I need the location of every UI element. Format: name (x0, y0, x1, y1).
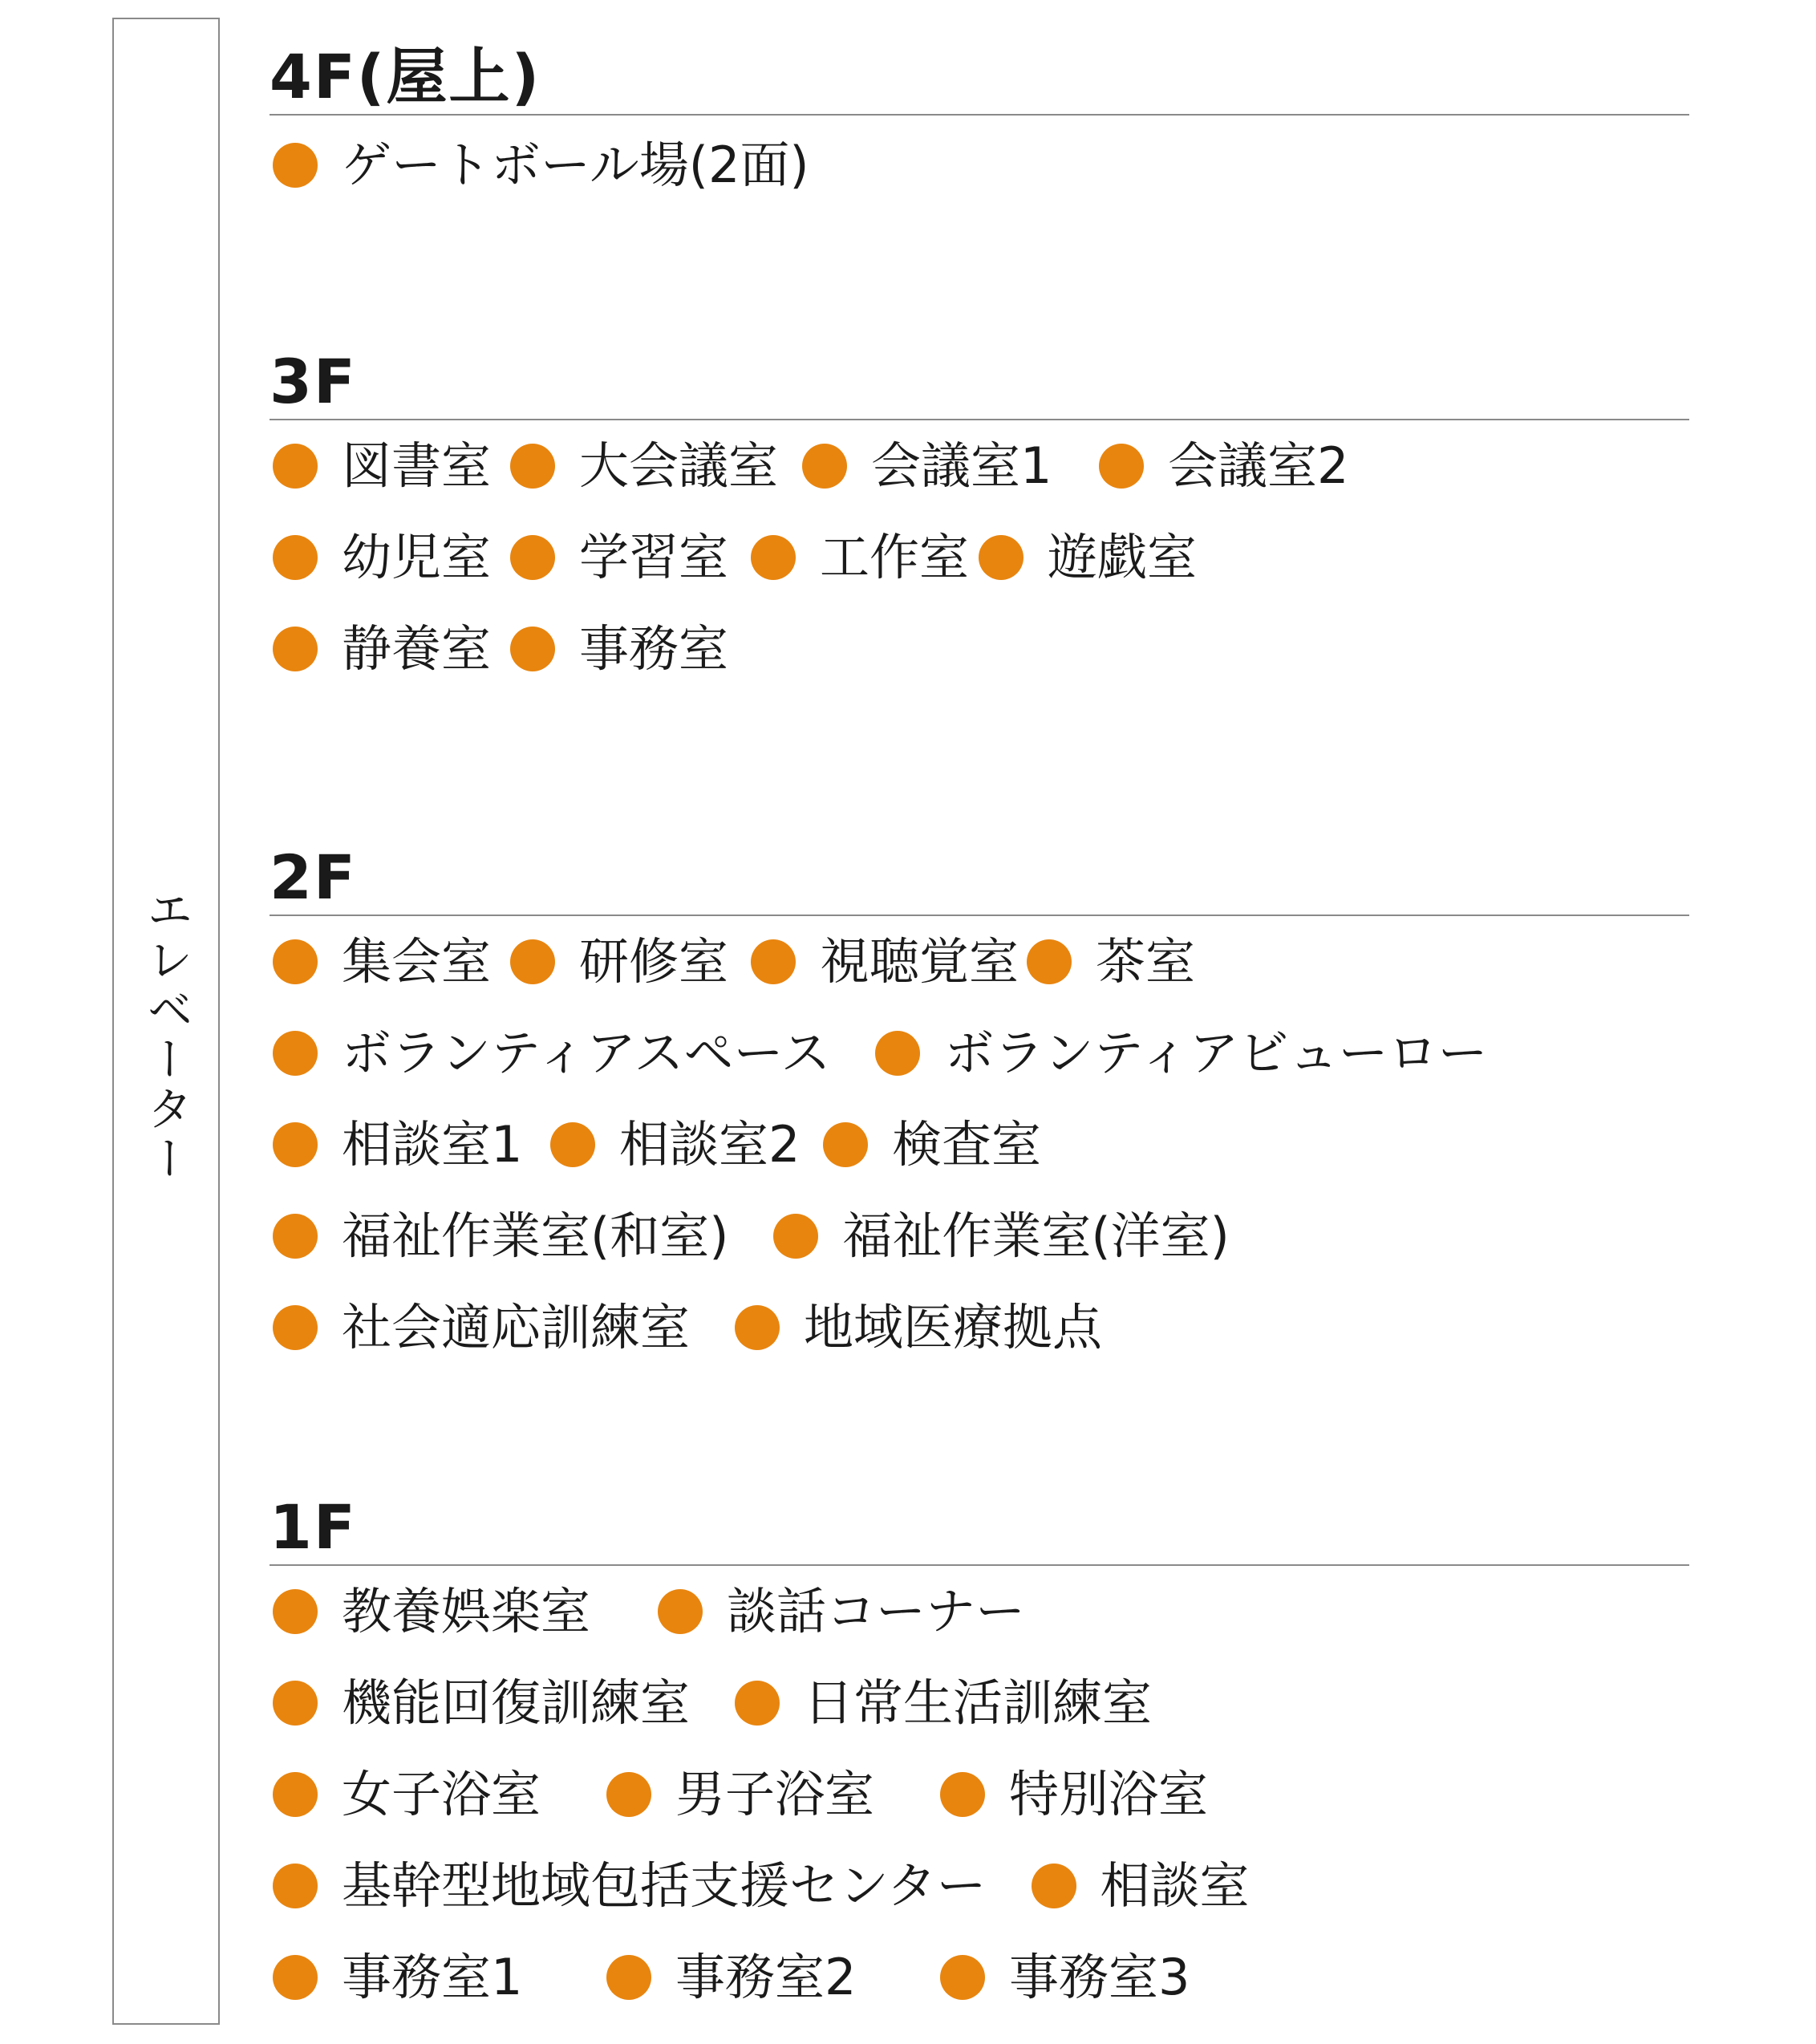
room-name: 事務室3 (1009, 1948, 1190, 2006)
bullet-dot-icon (273, 1772, 318, 1817)
floor-title: 4F(屋上) (270, 35, 1689, 116)
room-item (273, 1115, 550, 1174)
room-item (273, 1673, 691, 1732)
floor-2f (270, 836, 1689, 1373)
elevator-label: エレベーター (139, 886, 193, 1184)
room-name: 教養娯楽室 (342, 1582, 591, 1640)
bullet-dot-icon (550, 1122, 595, 1167)
room-item (875, 1024, 1488, 1082)
bullet-dot-icon (273, 1214, 318, 1259)
room-item (273, 1856, 987, 1915)
bullet-dot-icon (273, 1122, 318, 1167)
room-name: 福祉作業室(和室) (342, 1207, 729, 1265)
room-name: 機能回復訓練室 (342, 1673, 691, 1732)
room-name: 研修室 (579, 932, 729, 991)
room-name: 談話コーナー (727, 1582, 1026, 1640)
bullet-dot-icon (979, 535, 1024, 580)
room-name: 幼児室 (342, 528, 492, 586)
room-item (273, 136, 809, 194)
room-name: ボランティアスペース (342, 1024, 831, 1082)
bullet-dot-icon (940, 1955, 985, 2000)
room-name: 女子浴室 (342, 1765, 541, 1823)
bullet-dot-icon (510, 939, 555, 984)
room-item (273, 619, 510, 678)
bullet-dot-icon (273, 1031, 318, 1076)
floor-3f (270, 340, 1689, 695)
room-item (1032, 1856, 1250, 1915)
room-item (802, 436, 1099, 495)
elevator-shaft (112, 18, 220, 2025)
room-row (273, 1282, 1689, 1373)
bullet-dot-icon (273, 143, 318, 188)
bullet-dot-icon (1099, 444, 1144, 489)
room-name: 福祉作業室(洋室) (842, 1207, 1230, 1265)
room-name: 会議室1 (871, 436, 1052, 495)
room-name: 図書室 (342, 436, 492, 495)
room-name: 地域医療拠点 (804, 1298, 1103, 1357)
room-item (273, 528, 510, 586)
room-list (270, 116, 1689, 215)
room-name: 事務室2 (675, 1948, 857, 2006)
room-item (273, 1298, 691, 1357)
bullet-dot-icon (751, 535, 796, 580)
room-item (273, 1948, 606, 2006)
room-name: 相談室2 (619, 1115, 801, 1174)
bullet-dot-icon (735, 1305, 780, 1350)
room-name: 日常生活訓練室 (804, 1673, 1153, 1732)
room-item (606, 1765, 940, 1823)
bullet-dot-icon (273, 1305, 318, 1350)
room-name: 特別浴室 (1009, 1765, 1209, 1823)
room-row (273, 116, 1689, 215)
room-item (273, 1207, 729, 1265)
bullet-dot-icon (273, 1864, 318, 1908)
room-item (735, 1298, 1103, 1357)
bullet-dot-icon (658, 1589, 703, 1634)
room-item (510, 436, 802, 495)
bullet-dot-icon (1027, 939, 1072, 984)
room-item (510, 932, 751, 991)
bullet-dot-icon (751, 939, 796, 984)
room-row (273, 1190, 1689, 1282)
room-name: 静養室 (342, 619, 492, 678)
bullet-dot-icon (273, 627, 318, 671)
room-item (751, 528, 979, 586)
room-name: 工作室 (820, 528, 970, 586)
bullet-dot-icon (273, 1681, 318, 1726)
bullet-dot-icon (606, 1772, 651, 1817)
room-item (773, 1207, 1230, 1265)
room-name: 茶室 (1096, 932, 1196, 991)
room-name: 学習室 (579, 528, 729, 586)
room-row (273, 1657, 1689, 1749)
room-row (273, 1008, 1689, 1099)
room-name: ゲートボール場(2面) (342, 136, 809, 194)
room-item (940, 1948, 1190, 2006)
room-name: 事務室 (579, 619, 729, 678)
room-list (270, 916, 1689, 1373)
room-item (273, 932, 510, 991)
room-name: 遊戯室 (1048, 528, 1198, 586)
bullet-dot-icon (606, 1955, 651, 2000)
room-row (273, 1749, 1689, 1840)
room-row (273, 603, 1689, 695)
room-row (273, 916, 1689, 1008)
room-row (273, 1566, 1689, 1657)
floor-title: 2F (270, 836, 1689, 916)
bullet-dot-icon (875, 1031, 920, 1076)
room-item (550, 1115, 823, 1174)
room-name: 基幹型地域包括支援センター (342, 1856, 987, 1915)
room-name: 会議室2 (1168, 436, 1349, 495)
bullet-dot-icon (823, 1122, 868, 1167)
room-name: 社会適応訓練室 (342, 1298, 691, 1357)
room-item (273, 1765, 606, 1823)
room-name: ボランティアビューロー (944, 1024, 1488, 1082)
bullet-dot-icon (510, 627, 555, 671)
room-item (979, 528, 1198, 586)
room-name: 相談室1 (342, 1115, 523, 1174)
room-list (270, 420, 1689, 695)
bullet-dot-icon (273, 939, 318, 984)
bullet-dot-icon (273, 1955, 318, 2000)
bullet-dot-icon (510, 444, 555, 489)
room-item (735, 1673, 1153, 1732)
floor-4f (270, 35, 1689, 215)
room-row (273, 1840, 1689, 1932)
room-item (606, 1948, 940, 2006)
room-item (1099, 436, 1349, 495)
room-name: 集会室 (342, 932, 492, 991)
room-item (658, 1582, 1026, 1640)
room-item (510, 528, 751, 586)
room-name: 視聴覚室 (820, 932, 1019, 991)
bullet-dot-icon (773, 1214, 818, 1259)
room-item (510, 619, 729, 678)
room-row (273, 512, 1689, 603)
floor-1f (270, 1486, 1689, 2023)
bullet-dot-icon (273, 535, 318, 580)
floor-title: 3F (270, 340, 1689, 420)
room-name: 事務室1 (342, 1948, 523, 2006)
room-name: 検査室 (892, 1115, 1042, 1174)
room-row (273, 1932, 1689, 2023)
room-item (823, 1115, 1042, 1174)
room-item (273, 436, 510, 495)
room-item (940, 1765, 1209, 1823)
bullet-dot-icon (802, 444, 847, 489)
bullet-dot-icon (510, 535, 555, 580)
room-name: 男子浴室 (675, 1765, 875, 1823)
room-item (273, 1024, 831, 1082)
bullet-dot-icon (273, 1589, 318, 1634)
room-name: 大会議室 (579, 436, 779, 495)
room-list (270, 1566, 1689, 2023)
floor-title: 1F (270, 1486, 1689, 1566)
bullet-dot-icon (735, 1681, 780, 1726)
room-row (273, 1099, 1689, 1190)
bullet-dot-icon (940, 1772, 985, 1817)
room-item (1027, 932, 1196, 991)
room-row (273, 420, 1689, 512)
room-name: 相談室 (1100, 1856, 1250, 1915)
room-item (273, 1582, 658, 1640)
bullet-dot-icon (273, 444, 318, 489)
room-item (751, 932, 1027, 991)
bullet-dot-icon (1032, 1864, 1076, 1908)
